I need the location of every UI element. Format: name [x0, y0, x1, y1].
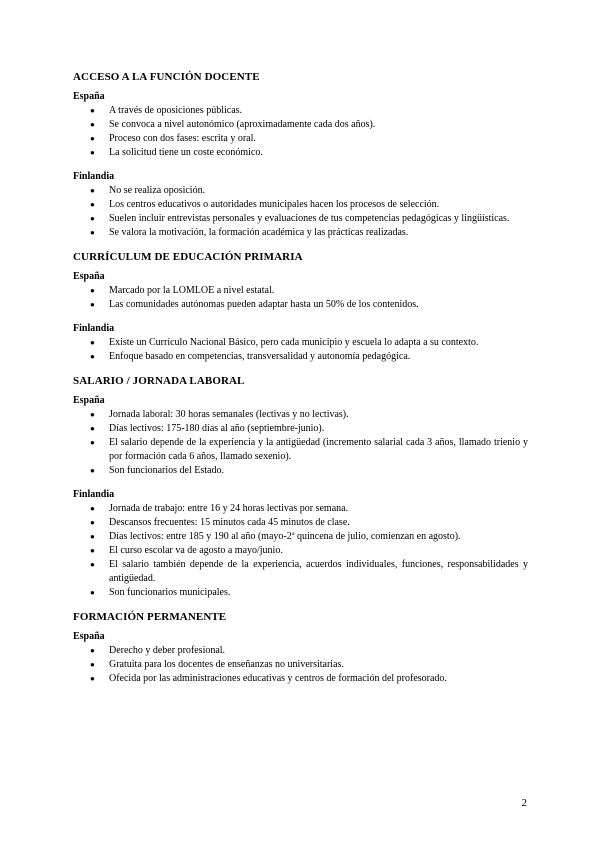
section: [73, 374, 528, 600]
list-item-text: A través de oposiciones públicas.: [109, 105, 243, 116]
bullet-list: [73, 644, 528, 686]
section: [73, 610, 528, 686]
list-item: [73, 586, 528, 600]
country-heading: España: [73, 91, 105, 102]
bullet-list: [73, 408, 528, 478]
list-item: [73, 284, 528, 298]
bullet-icon: ●: [90, 660, 95, 669]
bullet-list: [73, 336, 528, 364]
bullet-icon: ●: [90, 410, 95, 419]
bullet-icon: ●: [90, 200, 95, 209]
section-title: FORMACIÓN PERMANENTE: [73, 611, 227, 623]
bullet-icon: ●: [90, 532, 95, 541]
list-item: [73, 298, 528, 312]
list-item: [73, 118, 528, 132]
list-item: [73, 658, 528, 672]
list-item: [73, 422, 528, 436]
list-item-text: Ofecida por las administraciones educativas y centros de formación del profesorado.: [109, 673, 447, 684]
bullet-icon: ●: [90, 186, 95, 195]
bullet-icon: ●: [90, 228, 95, 237]
bullet-icon: ●: [90, 518, 95, 527]
bullet-icon: ●: [90, 338, 95, 347]
list-item: [73, 516, 528, 530]
country-heading: España: [73, 271, 105, 282]
list-item: [73, 104, 528, 118]
section-title: ACCESO A LA FUNCIÓN DOCENTE: [73, 71, 260, 83]
list-item: [73, 558, 528, 586]
bullet-icon: ●: [90, 546, 95, 555]
section: [73, 70, 528, 240]
list-item-text: Se valora la motivación, la formación académica y las prácticas realizadas.: [109, 227, 409, 238]
list-item-text: Marcado por la LOMLOE a nivel estatal.: [109, 285, 275, 296]
list-item-text: El salario depende de la experiencia y la antigüedad (incremento salarial cada 3 años, llamado trienio y por formación cada 6 años, llamado sexenio).: [109, 437, 528, 462]
list-item: [73, 644, 528, 658]
bullet-list: [73, 502, 528, 600]
list-item: [73, 436, 528, 464]
bullet-icon: ●: [90, 214, 95, 223]
bullet-icon: ●: [90, 466, 95, 475]
list-item-text: Son funcionarios del Estado.: [109, 465, 224, 476]
bullet-icon: ●: [90, 424, 95, 433]
list-item: [73, 408, 528, 422]
list-item: [73, 464, 528, 478]
list-item-text: La solicitud tiene un coste económico.: [109, 147, 263, 158]
country-heading: Finlandia: [73, 489, 115, 500]
list-item: [73, 212, 528, 226]
document-body: [73, 70, 528, 696]
page-number: 2: [521, 797, 527, 809]
section-title: CURRÍCULUM DE EDUCACIÓN PRIMARIA: [73, 251, 303, 263]
list-item-text: Gratuita para los docentes de enseñanzas no universitarias.: [109, 659, 344, 670]
bullet-icon: ●: [90, 674, 95, 683]
bullet-icon: ●: [90, 352, 95, 361]
bullet-icon: ●: [90, 134, 95, 143]
list-item-text: Suelen incluir entrevistas personales y evaluaciones de tus competencias pedagógicas y lingüísticas.: [109, 213, 510, 224]
list-item-text: Son funcionarios municipales.: [109, 587, 231, 598]
list-item-text: Las comunidades autónomas pueden adaptar hasta un 50% de los contenidos.: [109, 299, 419, 310]
bullet-icon: ●: [90, 300, 95, 309]
list-item-text: Jornada de trabajo: entre 16 y 24 horas lectivas por semana.: [109, 503, 349, 514]
list-item: [73, 530, 528, 544]
country-heading: España: [73, 631, 105, 642]
list-item-text: Los centros educativos o autoridades municipales hacen los procesos de selección.: [109, 199, 440, 210]
section: [73, 250, 528, 364]
list-item: [73, 336, 528, 350]
country-heading: Finlandia: [73, 323, 115, 334]
country-heading: España: [73, 395, 105, 406]
country-heading: Finlandia: [73, 171, 115, 182]
bullet-list: [73, 104, 528, 160]
list-item-text: Existe un Currículo Nacional Básico, pero cada municipio y escuela lo adapta a su contexto.: [109, 337, 479, 348]
list-item: [73, 184, 528, 198]
list-item: [73, 226, 528, 240]
list-item: [73, 146, 528, 160]
list-item: [73, 350, 528, 364]
list-item-text: Derecho y deber profesional.: [109, 645, 226, 656]
bullet-icon: ●: [90, 148, 95, 157]
list-item-text: Proceso con dos fases: escrita y oral.: [109, 133, 256, 144]
list-item-text: Jornada laboral: 30 horas semanales (lectivas y no lectivas).: [109, 409, 349, 420]
list-item-text: No se realiza oposición.: [109, 185, 206, 196]
bullet-icon: ●: [90, 106, 95, 115]
list-item: [73, 132, 528, 146]
list-item: [73, 672, 528, 686]
list-item-text: Descansos frecuentes: 15 minutos cada 45 minutos de clase.: [109, 517, 350, 528]
bullet-icon: ●: [90, 560, 95, 569]
bullet-icon: ●: [90, 438, 95, 447]
list-item-text: El salario también depende de la experiencia, acuerdos individuales, funciones, responsabilidades y antigüedad.: [109, 559, 528, 584]
bullet-list: [73, 184, 528, 240]
bullet-icon: ●: [90, 588, 95, 597]
list-item-text: Se convoca a nivel autonómico (aproximadamente cada dos años).: [109, 119, 376, 130]
list-item-text: Enfoque basado en competencias, transversalidad y autonomía pedagógica.: [109, 351, 411, 362]
list-item: [73, 502, 528, 516]
list-item: [73, 544, 528, 558]
list-item-text: Días lectivos: entre 185 y 190 al año (mayo-2ª quincena de julio, comienzan en agosto).: [109, 531, 461, 542]
list-item: [73, 198, 528, 212]
bullet-list: [73, 284, 528, 312]
list-item-text: El curso escolar va de agosto a mayo/junio.: [109, 545, 283, 556]
bullet-icon: ●: [90, 646, 95, 655]
bullet-icon: ●: [90, 504, 95, 513]
section-title: SALARIO / JORNADA LABORAL: [73, 375, 245, 387]
list-item-text: Días lectivos: 175-180 días al año (septiembre-junio).: [109, 423, 325, 434]
bullet-icon: ●: [90, 286, 95, 295]
bullet-icon: ●: [90, 120, 95, 129]
